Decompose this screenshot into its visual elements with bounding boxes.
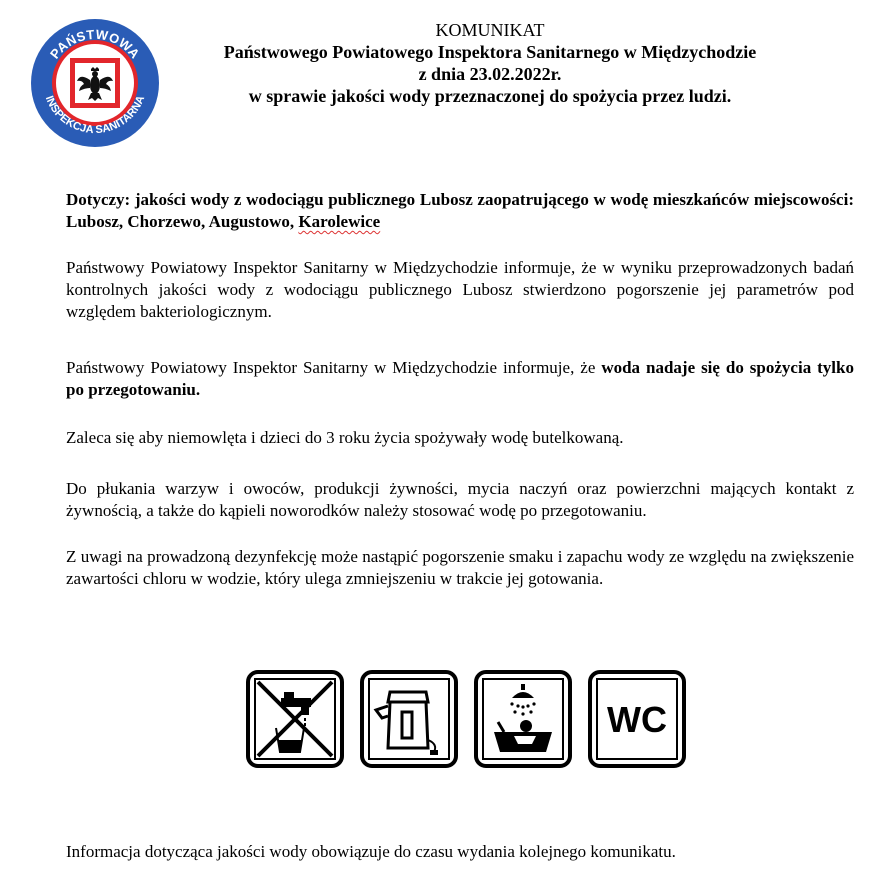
kettle-icon (360, 670, 458, 768)
header-issuer: Państwowego Powiatowego Inspektora Sanitarnego w Międzychodzie (223, 42, 757, 62)
pis-logo (30, 18, 160, 148)
chlorine-notice: Z uwagi na prowadzoną dezynfekcję może nastąpić pogorszenie smaku i zapachu wody ze względu na zwiększenie zawartości chloru w wodzie, który ulega zmniejszeniu w trakcie jej gotowania. (66, 547, 854, 588)
header-subject: w sprawie jakości wody przeznaczonej do spożycia przez ludzi. (248, 86, 732, 106)
washing-instructions: Do płukania warzyw i owoców, produkcji żywności, mycia naczyń oraz powierzchni mających kontakt z żywnością, a także do kąpieli noworodków należy stosować wodę po przegotowaniu. (66, 479, 854, 520)
concerns-paragraph (66, 189, 854, 233)
infant-recommendation: Zaleca się aby niemowlęta i dzieci do 3 roku życia spożywały wodę butelkowaną. (66, 428, 624, 447)
info-paragraph-2-bold: woda nadaje się do spożycia tylko po przegotowaniu. (66, 358, 854, 399)
info-paragraph-2 (66, 357, 854, 401)
wc-label: WC (607, 699, 667, 740)
header-date: z dnia 23.02.2022r. (418, 64, 562, 84)
logo-text-bottom: INSPEKCJA SANITARNA (42, 93, 148, 137)
info-paragraph-2-lead: Państwowy Powiatowy Inspektor Sanitarny w Międzychodzie informuje, że (66, 358, 602, 377)
announcement-header (170, 19, 810, 107)
concerns-text: Dotyczy: jakości wody z wodociągu publicznego Lubosz zaopatrującego w wodę mieszkańców miejscowości: Lubosz, Chorzewo, Augustowo, (66, 190, 854, 231)
wc-icon (588, 670, 686, 768)
validity-footer: Informacja dotycząca jakości wody obowiązuje do czasu wydania kolejnego komunikatu. (66, 842, 676, 861)
logo-text-top: PAŃSTWOWA (46, 26, 143, 62)
header-title: KOMUNIKAT (435, 20, 545, 40)
bath-shower-icon (474, 670, 572, 768)
info-paragraph-1: Państwowy Powiatowy Inspektor Sanitarny w Międzychodzie informuje, że w wyniku przeprowadzonych badań kontrolnych jakości wody z wodociągu publicznego Lubosz stwierdzono pogorszenie jej parametrów pod względem bakteriologicznym. (66, 258, 854, 321)
no-tap-water-icon (246, 670, 344, 768)
concerns-last-locality: Karolewice (298, 212, 381, 231)
